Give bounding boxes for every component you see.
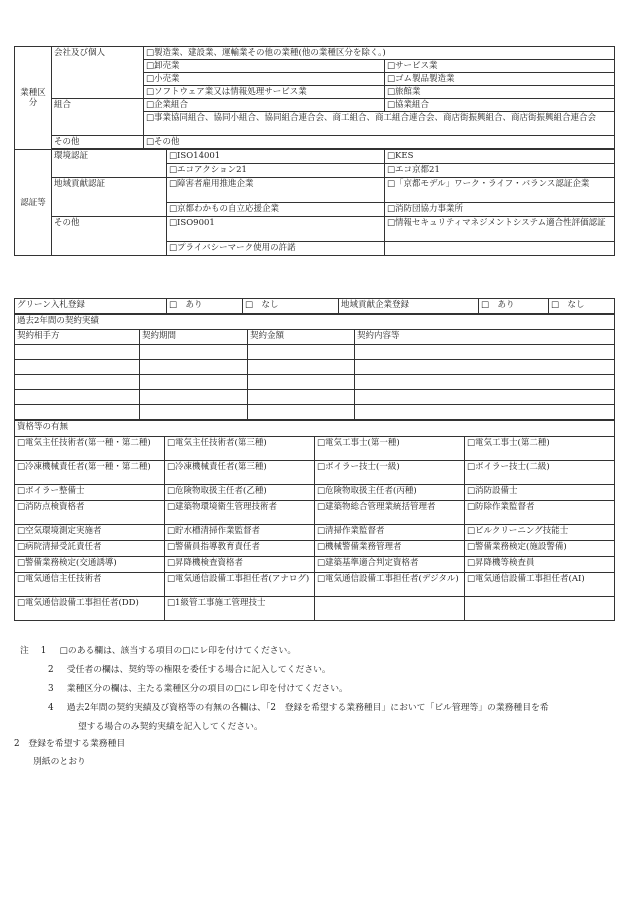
category-header: 業種区分 <box>15 47 52 150</box>
checkbox-option[interactable]: □貯水槽清掃作業監督者 <box>165 525 315 541</box>
regional-yes-checkbox[interactable]: □ あり <box>479 299 549 314</box>
note-number: 3 <box>48 684 54 694</box>
checkbox-option[interactable]: □昇降機等検査員 <box>465 557 615 573</box>
section2-title: 2 登録を希望する業務種目 <box>14 739 126 749</box>
green-label: グリーン入札登録 <box>15 299 167 314</box>
checkbox-option[interactable]: □清掃作業監督者 <box>315 525 465 541</box>
checkbox-option[interactable]: □KES <box>385 150 615 164</box>
contract-cell[interactable] <box>355 345 615 360</box>
certification-header: 認証等 <box>15 150 52 256</box>
contract-cell[interactable] <box>355 405 615 420</box>
checkbox-option[interactable]: □情報セキュリティマネジメントシステム適合性評価認証 <box>385 217 615 242</box>
contract-cell[interactable] <box>15 390 140 405</box>
contract-cell[interactable] <box>248 390 355 405</box>
note-item <box>20 642 620 661</box>
category-certification-table <box>14 46 615 256</box>
contract-cell[interactable] <box>140 360 248 375</box>
contract-cell[interactable] <box>140 345 248 360</box>
green-yes-checkbox[interactable]: □ あり <box>167 299 243 314</box>
checkbox-option[interactable]: □電気通信主任技術者 <box>15 573 165 597</box>
note-number: 2 <box>48 665 54 675</box>
corp-label: 会社及び個人 <box>52 47 144 99</box>
checkbox-option[interactable]: □サービス業 <box>385 60 615 73</box>
note-number: 1 <box>40 646 47 656</box>
checkbox-option[interactable]: □エコアクション21 <box>167 164 385 178</box>
checkbox-option[interactable]: □ボイラー技士(二級) <box>465 461 615 485</box>
contracts-table <box>14 314 615 420</box>
checkbox-option[interactable]: □ボイラー技士(一級) <box>315 461 465 485</box>
contract-col-header: 契約金額 <box>248 330 355 345</box>
checkbox-option[interactable]: □消防団協力事業所 <box>385 203 615 217</box>
checkbox-option[interactable]: □電気主任技術者(第三種) <box>165 437 315 461</box>
checkbox-option[interactable]: □建築物総合管理業統括管理者 <box>315 501 465 525</box>
cert-other-label: その他 <box>52 217 167 256</box>
contracts-title: 過去2年間の契約実績 <box>15 315 615 330</box>
checkbox-option[interactable]: □警備業務検定(施設警備) <box>465 541 615 557</box>
checkbox-option[interactable]: □電気通信設備工事担任者(デジタル) <box>315 573 465 597</box>
checkbox-option[interactable]: □製造業、建設業、運輸業その他の業種(他の業種区分を除く。) <box>144 47 615 60</box>
note-item <box>20 699 620 718</box>
contract-cell[interactable] <box>15 405 140 420</box>
contract-cell[interactable] <box>248 360 355 375</box>
contract-cell[interactable] <box>15 360 140 375</box>
contract-cell[interactable] <box>248 405 355 420</box>
checkbox-option[interactable]: □電気主任技術者(第一種・第二種) <box>15 437 165 461</box>
category-other-label: その他 <box>52 136 144 149</box>
checkbox-option[interactable]: □電気工事士(第二種) <box>465 437 615 461</box>
checkbox-option[interactable]: □警備業務検定(交通誘導) <box>15 557 165 573</box>
checkbox-option[interactable]: □電気通信設備工事担任者(AI) <box>465 573 615 597</box>
checkbox-option[interactable]: □ISO14001 <box>167 150 385 164</box>
checkbox-option[interactable]: □京都わかもの自立応援企業 <box>167 203 385 217</box>
contract-cell[interactable] <box>248 345 355 360</box>
contract-cell[interactable] <box>355 375 615 390</box>
checkbox-option[interactable]: □冷凍機械責任者(第一種・第二種) <box>15 461 165 485</box>
empty-cell <box>465 597 615 621</box>
contract-cell[interactable] <box>140 375 248 390</box>
contract-cell[interactable] <box>15 345 140 360</box>
empty-cell <box>315 597 465 621</box>
checkbox-option[interactable]: □小売業 <box>144 73 385 86</box>
note-text: 業種区分の欄は、主たる業種区分の項目の□にレ印を付けてください。 <box>66 684 348 694</box>
checkbox-option[interactable]: □ビルクリーニング技能士 <box>465 525 615 541</box>
checkbox-option[interactable]: □消防設備士 <box>465 485 615 501</box>
contract-cell[interactable] <box>140 390 248 405</box>
note-number: 4 <box>48 703 54 713</box>
checkbox-option[interactable]: □機械警備業務管理者 <box>315 541 465 557</box>
checkbox-option[interactable]: □「京都モデル」ワーク・ライフ・バランス認証企業 <box>385 178 615 203</box>
checkbox-option[interactable]: □障害者雇用推進企業 <box>167 178 385 203</box>
checkbox-option[interactable]: □企業組合 <box>144 99 385 112</box>
checkbox-option[interactable]: □建築基準適合判定資格者 <box>315 557 465 573</box>
contract-col-header: 契約相手方 <box>15 330 140 345</box>
qualifications-table <box>14 420 615 621</box>
regional-no-checkbox[interactable]: □ なし <box>549 299 615 314</box>
checkbox-option[interactable]: □昇降機検査資格者 <box>165 557 315 573</box>
notes-section <box>20 642 620 737</box>
checkbox-option[interactable]: □空気環境測定実施者 <box>15 525 165 541</box>
contract-cell[interactable] <box>355 360 615 375</box>
checkbox-option[interactable]: □電気通信設備工事担任者(DD) <box>15 597 165 621</box>
checkbox-option[interactable]: □危険物取扱主任者(乙種) <box>165 485 315 501</box>
checkbox-option[interactable]: □卸売業 <box>144 60 385 73</box>
checkbox-option[interactable]: □電気工事士(第一種) <box>315 437 465 461</box>
checkbox-option[interactable]: □消防点検資格者 <box>15 501 165 525</box>
env-cert-label: 環境認証 <box>52 150 167 178</box>
contract-col-header: 契約期間 <box>140 330 248 345</box>
checkbox-option[interactable]: □ボイラー整備士 <box>15 485 165 501</box>
notes-label: 注 <box>20 646 29 656</box>
checkbox-option[interactable]: □防除作業監督者 <box>465 501 615 525</box>
contract-cell[interactable] <box>248 375 355 390</box>
note-text: 受任者の欄は、契約等の権限を委任する場合に記入してください。 <box>66 665 331 675</box>
checkbox-option[interactable]: □ゴム製品製造業 <box>385 73 615 86</box>
contract-col-header: 契約内容等 <box>355 330 615 345</box>
checkbox-option[interactable]: □病院清掃受託責任者 <box>15 541 165 557</box>
union-label: 組合 <box>52 99 144 136</box>
checkbox-option[interactable]: □建築物環境衛生管理技術者 <box>165 501 315 525</box>
checkbox-option[interactable]: □警備員指導教育責任者 <box>165 541 315 557</box>
checkbox-option[interactable]: □危険物取扱主任者(丙種) <box>315 485 465 501</box>
note-text: □のある欄は、該当する項目の□にレ印を付けてください。 <box>59 646 297 656</box>
checkbox-option <box>385 242 615 256</box>
checkbox-option[interactable]: □事業協同組合、協同小組合、協同組合連合会、商工組合、商工組合連合会、商店街振興組合、商店街振興組合連合会 <box>144 112 615 136</box>
section2-body: 別紙のとおり <box>33 757 86 767</box>
contract-cell[interactable] <box>140 405 248 420</box>
regional-cert-label: 地域貢献認証 <box>52 178 167 217</box>
checkbox-option[interactable]: □1級管工事施工管理技士 <box>165 597 315 621</box>
checkbox-option[interactable]: □旅館業 <box>385 86 615 99</box>
note-item-continued: 望する場合のみ契約実績を記入してください。 <box>78 722 263 732</box>
qualifications-title: 資格等の有無 <box>15 421 615 437</box>
checkbox-option[interactable]: □エコ京都21 <box>385 164 615 178</box>
contract-cell[interactable] <box>15 375 140 390</box>
checkbox-option[interactable]: □ISO9001 <box>167 217 385 242</box>
regional-label: 地域貢献企業登録 <box>339 299 479 314</box>
note-item <box>20 661 620 680</box>
contract-cell[interactable] <box>355 390 615 405</box>
checkbox-option[interactable]: □冷凍機械責任者(第三種) <box>165 461 315 485</box>
checkbox-option[interactable]: □ソフトウェア業又は情報処理サービス業 <box>144 86 385 99</box>
checkbox-option[interactable]: □その他 <box>144 136 615 149</box>
note-item <box>20 680 620 699</box>
checkbox-option[interactable]: □プライバシーマーク使用の許諾 <box>167 242 385 256</box>
note-text: 過去2年間の契約実績及び資格等の有無の各欄は、「2 登録を希望する業務種目」において「ビル管理等」の業務種目を希 <box>66 703 549 713</box>
checkbox-option[interactable]: □協業組合 <box>385 99 615 112</box>
checkbox-option[interactable]: □電気通信設備工事担任者(アナログ) <box>165 573 315 597</box>
green-registration-table <box>14 298 615 314</box>
green-no-checkbox[interactable]: □ なし <box>243 299 339 314</box>
